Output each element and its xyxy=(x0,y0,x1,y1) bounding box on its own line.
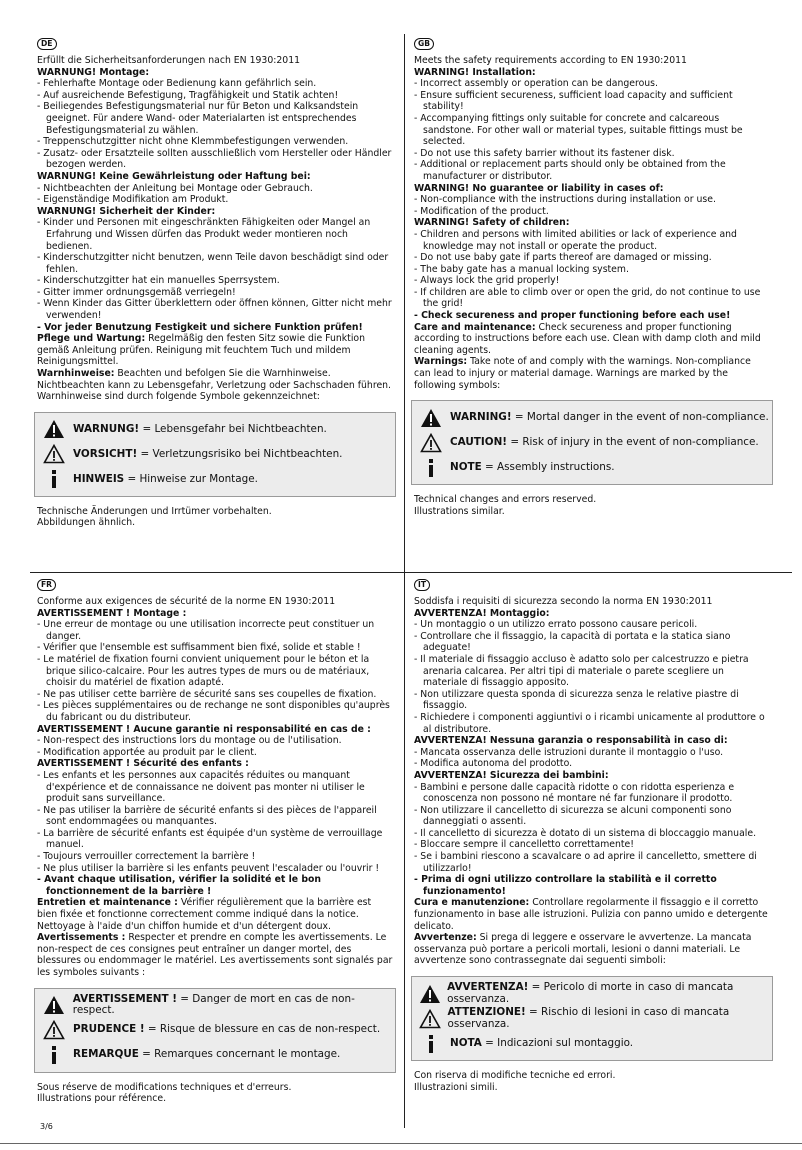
warning-symbols-box xyxy=(34,988,396,1073)
footer-note: Technical changes and errors reserved. xyxy=(414,494,597,506)
warning-symbol-row xyxy=(35,993,395,1018)
paragraph xyxy=(414,897,770,932)
list-item: - Le matériel de fixation fourni convient uniquement pour le béton et la brique silico-calcaire. Pour les autres types de murs ou de matériaux, choisir du matériel de fixation adapté. xyxy=(37,653,370,689)
warning-symbol-text xyxy=(450,437,759,449)
warning-symbols-box xyxy=(34,412,396,497)
list-item-bold: - Avant chaque utilisation, vérifier la solidité et le bon fonctionnement de la barrière ! xyxy=(37,874,321,897)
language-badge: FR xyxy=(37,579,56,591)
list-item: - Bambini e persone dalle capacità ridotte o con ridotta esperienza e conoscenza non possono né montare né far funzionare il prodotto. xyxy=(414,781,735,805)
paragraph xyxy=(37,333,393,368)
warning-heading: AVERTISSEMENT ! Sécurité des enfants : xyxy=(37,758,249,770)
list-item: - Les pièces supplémentaires ou de rechange ne sont disponibles qu'auprès du fabricant ou du distributeur. xyxy=(37,700,390,723)
list-item-bold: - Vor jeder Benutzung Festigkeit und sichere Funktion prüfen! xyxy=(37,321,363,333)
warning-heading: WARNING! Safety of children: xyxy=(414,217,570,229)
warning-symbol-row xyxy=(35,417,395,442)
list-item: - Accompanying fittings only suitable for concrete and calcareous sandstone. For other wall or material types, suitable fittings must be selected. xyxy=(414,112,743,148)
paragraph xyxy=(37,932,393,978)
list-item: - Ne pas utiliser la barrière de sécurité enfants si des pièces de l'appareil sont endommagées ou manquantes. xyxy=(37,804,377,828)
warning-symbol-label: VORSICHT! xyxy=(73,447,138,460)
warning-symbol-desc: = Assembly instructions. xyxy=(481,460,615,473)
warning-heading: WARNUNG! Montage: xyxy=(37,66,150,78)
warning-symbol-row xyxy=(412,430,772,455)
list-item: - Les enfants et les personnes aux capacités réduites ou manquant d'expérience et de connaissance ne doivent pas monter ni utiliser le produit sans surveillance. xyxy=(37,769,365,805)
warning-heading: AVERTISSEMENT ! Montage : xyxy=(37,607,187,619)
list-item: - Fehlerhafte Montage oder Bedienung kann gefährlich sein. xyxy=(37,78,317,90)
footer-note: Con riserva di modifiche tecniche ed errori. xyxy=(414,1070,616,1081)
footer-note: Technische Änderungen und Irrtümer vorbehalten. xyxy=(37,505,272,517)
caution-outline-icon xyxy=(35,1020,73,1040)
warning-heading: WARNING! Installation: xyxy=(414,66,536,78)
list-item: - Do not use baby gate if parts thereof are damaged or missing. xyxy=(414,252,712,264)
warning-symbol-desc: = Risk of injury in the event of non-compliance. xyxy=(507,435,759,448)
warning-symbol-label: REMARQUE xyxy=(73,1048,139,1061)
list-item: - Kinder und Personen mit eingeschränkten Fähigkeiten oder Mangel an Erfahrung und Wissen dürfen das Produkt weder montieren noch bedienen. xyxy=(37,217,371,252)
list-item: - Kinderschutzgitter nicht benutzen, wenn Teile davon beschädigt sind oder fehlen. xyxy=(37,252,389,275)
list-item: - Toujours verrouiller correctement la barrière ! xyxy=(37,851,256,863)
warning-heading: WARNING! No guarantee or liability in cases of: xyxy=(414,182,664,194)
warning-symbol-desc: = Pericolo di morte in caso di mancata osservanza. xyxy=(447,980,734,1005)
list-item: - Nichtbeachten der Anleitung bei Montage oder Gebrauch. xyxy=(37,182,313,194)
warning-symbol-label: AVERTISSEMENT ! xyxy=(72,992,177,1005)
warning-symbol-row xyxy=(412,405,772,430)
paragraph xyxy=(37,897,393,932)
intro-text: Conforme aux exigences de sécurité de la norme EN 1930:2011 xyxy=(37,596,336,607)
paragraph-lead: Avvertenze: xyxy=(414,932,477,944)
info-icon xyxy=(412,1034,450,1054)
info-icon xyxy=(35,1045,73,1065)
warning-symbol-row xyxy=(412,1031,772,1056)
paragraph-lead: Warnhinweise: xyxy=(37,368,115,380)
warning-symbol-label: NOTA xyxy=(450,1036,482,1049)
list-item: - Non-compliance with the instructions during installation or use. xyxy=(414,194,716,206)
list-item: - Gitter immer ordnungsgemäß verriegeln! xyxy=(37,286,236,298)
caution-outline-icon xyxy=(412,433,450,453)
warning-heading: AVVERTENZA! Montaggio: xyxy=(414,607,550,619)
warning-symbol-text xyxy=(73,474,258,486)
warning-symbol-desc: = Hinweise zur Montage. xyxy=(124,472,258,485)
warning-symbol-row xyxy=(412,455,772,480)
section-it xyxy=(414,579,770,1093)
warning-symbol-label: PRUDENCE ! xyxy=(73,1023,145,1036)
warning-symbol-label: ATTENZIONE! xyxy=(447,1005,526,1018)
list-item: - Richiedere i componenti aggiuntivi o i ricambi unicamente al produttore o al distributore. xyxy=(414,711,765,735)
list-item: - Controllare che il fissaggio, la capacità di portata e la statica siano adeguate! xyxy=(414,630,731,654)
warning-symbol-label: NOTE xyxy=(450,460,482,473)
paragraph-text: Check secureness and proper functioning according to instructions before each use. Clean with damp cloth and mild cleaning agents. xyxy=(414,321,761,356)
warning-symbol-text xyxy=(448,1007,772,1030)
list-item: - Ne pas utiliser cette barrière de sécurité sans ses coupelles de fixation. xyxy=(37,688,377,700)
warning-symbol-text xyxy=(447,982,772,1005)
list-item: - The baby gate has a manual locking system. xyxy=(414,263,629,275)
paragraph-lead: Entretien et maintenance : xyxy=(37,897,178,909)
warning-symbol-label: CAUTION! xyxy=(450,435,508,448)
paragraph xyxy=(414,322,770,357)
section-de xyxy=(37,38,393,529)
warning-symbol-text xyxy=(450,1038,633,1050)
warning-symbol-row xyxy=(35,442,395,467)
list-item: - Zusatz- oder Ersatzteile sollten ausschließlich vom Hersteller oder Händler bezogen werden. xyxy=(37,147,392,171)
warning-symbol-text xyxy=(73,449,342,461)
footer-note: Sous réserve de modifications techniques et d'erreurs. xyxy=(37,1081,292,1093)
list-item: - Non utilizzare questa sponda di sicurezza senza le relative piastre di fissaggio. xyxy=(414,688,739,712)
paragraph-lead: Care and maintenance: xyxy=(414,321,536,333)
list-item: - Un montaggio o un utilizzo errato possono causare pericoli. xyxy=(414,619,698,631)
warning-filled-icon xyxy=(35,995,73,1015)
warning-symbol-text xyxy=(73,994,395,1017)
list-item: - Modification apportée au produit par le client. xyxy=(37,746,257,758)
section-gb xyxy=(414,38,770,517)
list-item: - Eigenständige Modifikation am Produkt. xyxy=(37,194,229,206)
warning-symbol-desc: = Remarques concernant le montage. xyxy=(138,1048,341,1061)
paragraph-lead: Warnings: xyxy=(414,356,468,368)
warning-filled-icon xyxy=(412,984,447,1004)
warning-symbol-text xyxy=(73,424,327,436)
list-item: - Bloccare sempre il cancelletto correttamente! xyxy=(414,839,635,851)
warning-heading: WARNUNG! Sicherheit der Kinder: xyxy=(37,205,216,217)
intro-text: Soddisfa i requisiti di sicurezza secondo la norma EN 1930:2011 xyxy=(414,596,713,607)
warning-symbol-text xyxy=(73,1024,380,1036)
list-item: - Il cancelletto di sicurezza è dotato di un sistema di bloccaggio manuale. xyxy=(414,827,757,839)
warning-symbol-desc: = Danger de mort en cas de non-respect. xyxy=(72,992,355,1017)
list-item: - Treppenschutzgitter nicht ohne Klemmbefestigungen verwenden. xyxy=(37,136,349,148)
column-divider xyxy=(404,34,405,1128)
list-item: - Modifica autonoma del prodotto. xyxy=(414,758,573,770)
warning-symbols-box xyxy=(411,400,773,485)
paragraph xyxy=(414,356,770,391)
warning-symbol-row xyxy=(35,467,395,492)
warning-heading: AVVERTENZA! Nessuna garanzia o responsabilità in caso di: xyxy=(414,735,728,747)
paragraph-text: Respecter et prendre en compte les avertissements. Le non-respect de ces consignes peut entraîner un danger mortel, des blessures ou endommager le matériel. Les avertissements sont signalés par les symboles suivants : xyxy=(37,932,393,978)
warning-symbol-row xyxy=(35,1018,395,1043)
page-bottom-rule xyxy=(0,1143,802,1144)
warning-symbol-row xyxy=(35,1043,395,1068)
list-item: - Mancata osservanza delle istruzioni durante il montaggio o l'uso. xyxy=(414,746,724,758)
list-item: - Vérifier que l'ensemble est suffisamment bien fixé, solide et stable ! xyxy=(37,642,361,654)
footer-note: Illustrations pour référence. xyxy=(37,1093,167,1105)
warning-symbol-row xyxy=(412,981,772,1006)
warning-symbol-desc: = Indicazioni sul montaggio. xyxy=(481,1036,634,1049)
warning-symbol-label: WARNUNG! xyxy=(73,422,140,435)
warning-heading: AVERTISSEMENT ! Aucune garantie ni responsabilité en cas de : xyxy=(37,723,371,735)
list-item: - Kinderschutzgitter hat ein manuelles Sperrsystem. xyxy=(37,275,280,287)
footer-note: Illustrations similar. xyxy=(414,505,505,517)
warning-symbol-row xyxy=(412,1006,772,1031)
warning-symbol-text xyxy=(450,412,769,424)
list-item: - Incorrect assembly or operation can be dangerous. xyxy=(414,78,658,90)
caution-outline-icon xyxy=(412,1009,448,1029)
language-badge: DE xyxy=(37,38,57,50)
warning-symbol-desc: = Risque de blessure en cas de non-respect. xyxy=(144,1023,381,1036)
page-number: 3/6 xyxy=(40,1122,53,1131)
warning-filled-icon xyxy=(35,419,73,439)
intro-text: Erfüllt die Sicherheitsanforderungen nach EN 1930:2011 xyxy=(37,55,301,66)
paragraph xyxy=(37,368,393,403)
info-icon xyxy=(35,469,73,489)
list-item: - Do not use this safety barrier without its fastener disk. xyxy=(414,147,675,159)
list-item: - Non utilizzare il cancelletto di sicurezza se alcuni componenti sono danneggiati o assenti. xyxy=(414,804,732,828)
list-item: - Modification of the product. xyxy=(414,205,549,217)
paragraph-text: Beachten und befolgen Sie die Warnhinweise. Nichtbeachten kann zu Lebensgefahr, Verletzung oder Sachschaden führen. Warnhinweise sind durch folgende Symbole gekennzeichnet: xyxy=(37,368,392,403)
section-divider xyxy=(30,572,792,573)
list-item-bold: - Prima di ogni utilizzo controllare la stabilità e il corretto funzionamento! xyxy=(414,874,717,897)
section-fr xyxy=(37,579,393,1105)
language-badge: IT xyxy=(414,579,430,591)
info-icon xyxy=(412,458,450,478)
list-item: - Ne plus utiliser la barrière si les enfants peuvent l'escalader ou l'ouvrir ! xyxy=(37,862,380,874)
footer-note: Abbildungen ähnlich. xyxy=(37,517,136,529)
list-item: - Se i bambini riescono a scavalcare o ad aprire il cancelletto, smettere di utilizzarlo! xyxy=(414,851,757,874)
warning-symbols-box xyxy=(411,976,773,1061)
paragraph-text: Controllare regolarmente il fissaggio e il corretto funzionamento in base alle istruzioni. Pulizia con panno umido e detergente delicato. xyxy=(414,897,768,932)
warning-symbol-desc: = Verletzungsrisiko bei Nichtbeachten. xyxy=(137,447,343,460)
paragraph xyxy=(414,932,770,967)
list-item: - Ensure sufficient secureness, sufficient load capacity and sufficient stability! xyxy=(414,89,733,113)
warning-symbol-desc: = Mortal danger in the event of non-compliance. xyxy=(511,410,769,423)
list-item: - Always lock the grid properly! xyxy=(414,275,560,287)
warning-symbol-label: HINWEIS xyxy=(73,472,125,485)
language-badge: GB xyxy=(414,38,434,50)
warning-symbol-desc: = Lebensgefahr bei Nichtbeachten. xyxy=(139,422,327,435)
paragraph-text: Regelmäßig den festen Sitz sowie die Funktion gemäß Anleitung prüfen. Reinigung mit feuchtem Tuch und mildem Reinigungsmittel. xyxy=(37,333,365,368)
intro-text: Meets the safety requirements according to EN 1930:2011 xyxy=(414,55,687,66)
warning-symbol-desc: = Rischio di lesioni in caso di mancata osservanza. xyxy=(447,1005,730,1030)
list-item: - Wenn Kinder das Gitter überklettern oder öffnen können, Gitter nicht mehr verwenden! xyxy=(37,298,392,322)
list-item: - Non-respect des instructions lors du montage ou de l'utilisation. xyxy=(37,735,342,747)
caution-outline-icon xyxy=(35,444,73,464)
list-item: - La barrière de sécurité enfants est équipée d'un système de verrouillage manuel. xyxy=(37,827,383,851)
list-item: - Beiliegendes Befestigungsmaterial nur für Beton und Kalksandstein geeignet. Für andere Wand- oder Materialarten ist entsprechendes Befestigungsmaterial zu wählen. xyxy=(37,101,359,136)
list-item: - Auf ausreichende Befestigung, Tragfähigkeit und Statik achten! xyxy=(37,89,339,101)
list-item-bold: - Check secureness and proper functioning before each use! xyxy=(414,310,731,322)
warning-symbol-text xyxy=(73,1049,340,1061)
paragraph-text: Si prega di leggere e osservare le avvertenze. La mancata osservanza può portare a pericoli mortali, lesioni o danni materiali. Le avvertenze sono contrassegnate dai seguenti simboli: xyxy=(414,932,752,967)
warning-symbol-label: WARNING! xyxy=(450,410,512,423)
paragraph-text: Vérifier régulièrement que la barrière est bien fixée et fonctionne correctement comme indiqué dans la notice. Nettoyage à l'aide d'un chiffon humide et d'un détergent doux. xyxy=(37,897,372,932)
warning-heading: WARNUNG! Keine Gewährleistung oder Haftung bei: xyxy=(37,170,311,182)
paragraph-lead: Pflege und Wartung: xyxy=(37,333,146,345)
list-item: - Additional or replacement parts should only be obtained from the manufacturer or distributor. xyxy=(414,159,726,182)
paragraph-lead: Avertissements : xyxy=(37,932,126,944)
paragraph-text: Take note of and comply with the warnings. Non-compliance can lead to injury or material damage. Warnings are marked by the following symbols: xyxy=(414,356,751,391)
warning-symbol-text xyxy=(450,462,615,474)
list-item: - Il materiale di fissaggio accluso è adatto solo per calcestruzzo e pietra arenaria calcarea. Per altri tipi di materiale o parete scegliere un materiale di fissaggio apposito. xyxy=(414,653,749,689)
warning-symbol-label: AVVERTENZA! xyxy=(447,980,529,993)
list-item: - Children and persons with limited abilities or lack of experience and knowledge may not install or operate the product. xyxy=(414,228,737,252)
warning-filled-icon xyxy=(412,408,450,428)
paragraph-lead: Cura e manutenzione: xyxy=(414,897,530,909)
list-item: - Une erreur de montage ou une utilisation incorrecte peut constituer un danger. xyxy=(37,619,375,642)
footer-note: Illustrazioni simili. xyxy=(414,1081,498,1093)
list-item: - If children are able to climb over or open the grid, do not continue to use the grid! xyxy=(414,286,761,310)
warning-heading: AVVERTENZA! Sicurezza dei bambini: xyxy=(414,769,609,781)
